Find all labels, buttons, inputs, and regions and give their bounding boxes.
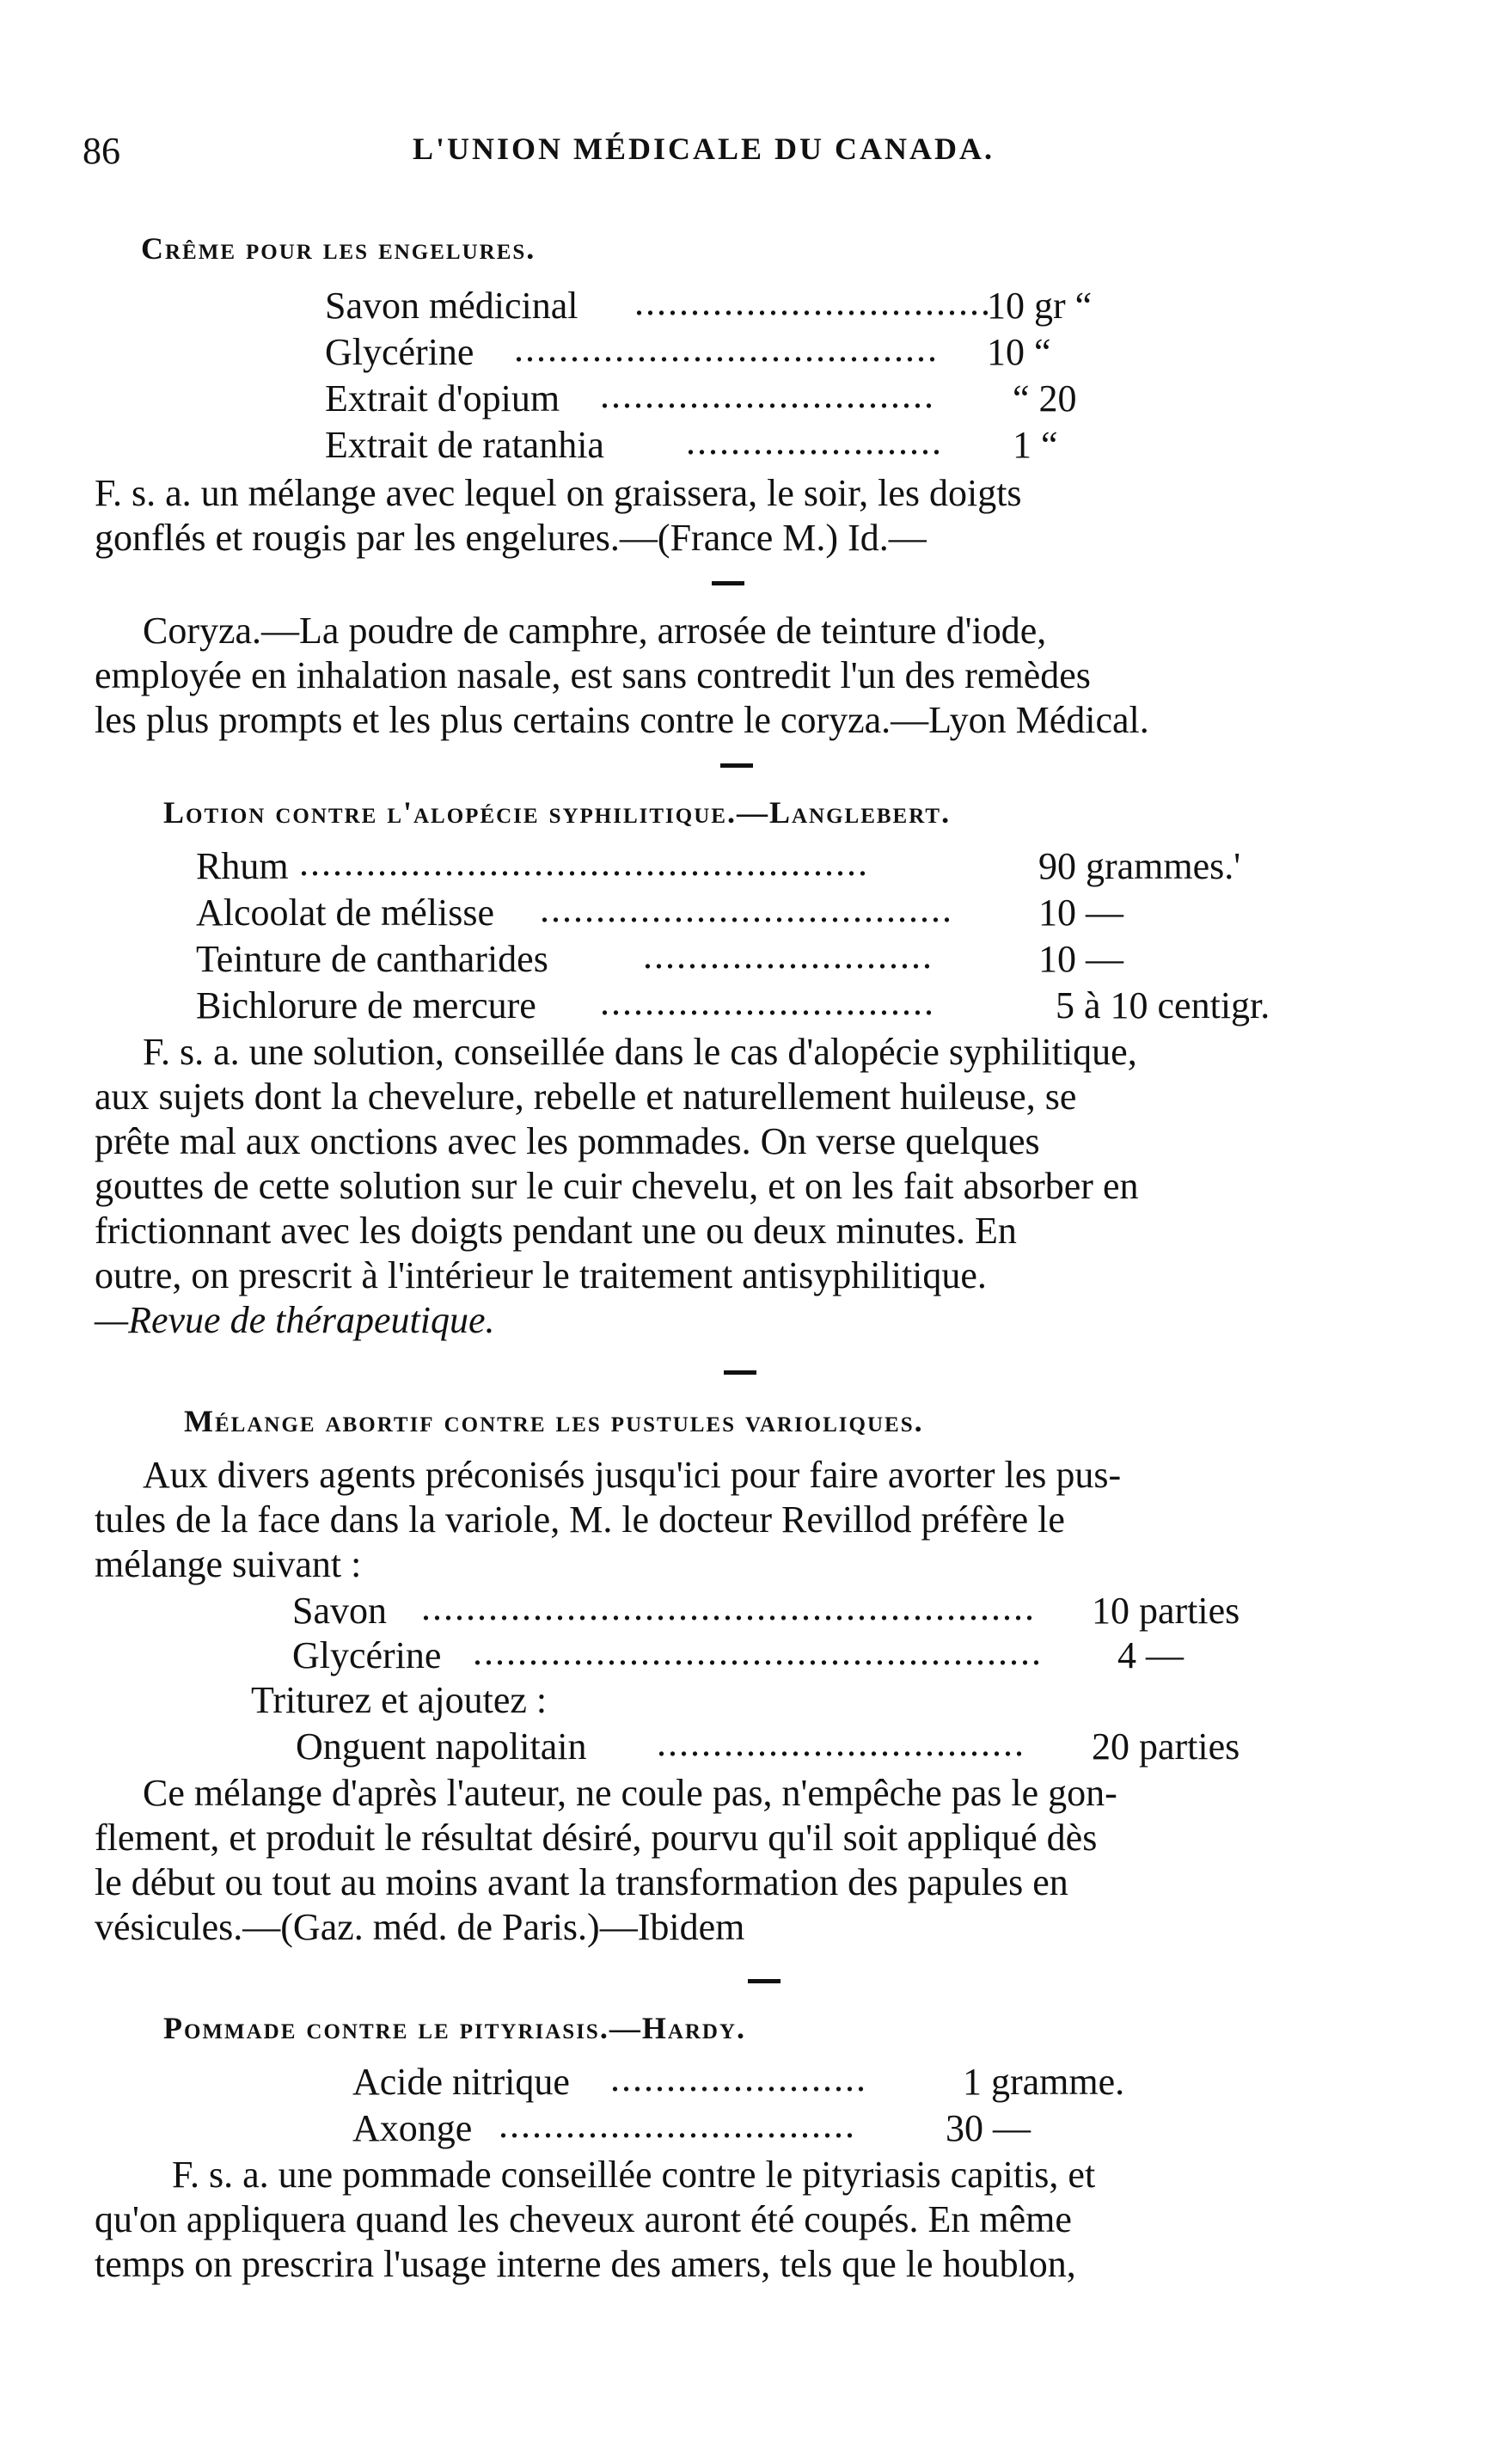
paragraph-line: F. s. a. une solution, conseillée dans le cas d'alopécie syphilitique, [143,1031,1137,1073]
paragraph-line: gouttes de cette solution sur le cuir chevelu, et on les fait absorber en [95,1165,1139,1207]
section-separator [720,763,753,768]
instruction-line: Triturez et ajoutez : [251,1679,548,1721]
paragraph-line: F. s. a. une pommade conseillée contre le pityriasis capitis, et [172,2154,1096,2196]
section-title-melange: Mélange abortif contre les pustules varioliques. [184,1404,924,1438]
paragraph-line: flement, et produit le résultat désiré, pourvu qu'il soit appliqué dès [95,1817,1098,1859]
paragraph-line: employée en inhalation nasale, est sans contredit l'un des remèdes [95,654,1091,696]
running-header: L'UNION MÉDICALE DU CANADA. [413,132,995,166]
document-page: 86 L'UNION MÉDICALE DU CANADA. Crême pour les engelures. Savon médicinal ................................ 10 gr “ Glycérine ...................................... 10 “ Extrait d'opium .............................. “ 20 Extrait de ratanhia ....................... 1 “ F. s. a. un mélange avec lequel on graissera, le soir, les doigts gonflés et rougis par les engelures.—(France M.) Id.— Coryza.—La poudre de camphre, arrosée de teinture d'iode, employée en inhalation nasale, est sans contredit l'un des remèdes les plus prompts et les plus certains contre le coryza.—Lyon Médical. Lotion contre l'alopécie syphilitique.—Langlebert. Rhum ................................................... 90 grammes.' Alcoolat de mélisse ..................................... 10 — Teinture de cantharides .......................... 10 — Bichlorure de mercure .............................. 5 à 10 centigr. F. s. a. une solution, conseillée dans le cas d'alopécie syphilitique, aux sujets dont la chevelure, rebelle et naturellement huileuse, se prête mal aux onctions avec les pommades. On verse quelques gouttes de cette solution sur le cuir chevelu, et on les fait absorber en frictionnant avec les doigts pendant une ou deux minutes. En outre, on prescrit à l'intérieur le traitement antisyphilitique. —Revue de thérapeutique. Mélange abortif contre les pustules varioliques. Aux divers agents préconisés jusqu'ici pour faire avorter les pus- tules de la face dans la variole, M. le docteur Revillod préfère le mélange suivant : Savon ....................................................... 10 parties Glycérine ................................................... 4 — Triturez et ajoutez : Onguent napolitain ................................. 20 parties Ce mélange d'après l'auteur, ne coule pas, n'empêche pas le gon- flement, et produit le résultat désiré, pourvu qu'il soit appliqué dès le début ou tout au moins avant la transformation des papules en vésicules.—(Gaz. méd. de Paris.)—Ibidem Pommade contre le pityriasis.—Hardy. Acide nitrique ....................... 1 gramme. Axonge ................................ 30 — F. s. a. une pommade conseillée contre le pityriasis capitis, et qu'on appliquera quand les cheveux auront été coupés. En même temps on prescrira l'usage interne des amers, tels que le houblon, [83,130,1270,2285]
paragraph-line: vésicules.—(Gaz. méd. de Paris.)—Ibidem [95,1906,745,1948]
paragraph-line: aux sujets dont la chevelure, rebelle et naturellement huileuse, se [95,1075,1077,1118]
section-separator [724,1370,756,1375]
paragraph-line: Coryza.—La poudre de camphre, arrosée de teinture d'iode, [143,610,1047,652]
paragraph-line: gonflés et rougis par les engelures.—(France M.) Id.— [95,517,927,559]
paragraph-line: prête mal aux onctions avec les pommades. On verse quelques [95,1120,1040,1162]
section-title-lotion: Lotion contre l'alopécie syphilitique.—Langlebert. [163,795,952,830]
paragraph-line: outre, on prescrit à l'intérieur le traitement antisyphilitique. [95,1254,987,1296]
paragraph-line: mélange suivant : [95,1543,362,1585]
citation: —Revue de thérapeutique. [95,1299,495,1341]
section-title-creme: Crême pour les engelures. [141,231,536,266]
paragraph-line: F. s. a. un mélange avec lequel on graissera, le soir, les doigts [95,472,1022,514]
paragraph-line: qu'on appliquera quand les cheveux auront été coupés. En même [95,2198,1072,2240]
section-title-pommade: Pommade contre le pityriasis.—Hardy. [163,2011,747,2045]
section-separator [712,581,744,585]
paragraph-line: le début ou tout au moins avant la transformation des papules en [95,1861,1068,1903]
section-separator [748,1979,780,1983]
paragraph-line: Aux divers agents préconisés jusqu'ici pour faire avorter les pus- [143,1454,1122,1496]
paragraph-line: Ce mélange d'après l'auteur, ne coule pas, n'empêche pas le gon- [143,1772,1117,1814]
paragraph-line: les plus prompts et les plus certains contre le coryza.—Lyon Médical. [95,699,1149,741]
paragraph-line: frictionnant avec les doigts pendant une ou deux minutes. En [95,1210,1017,1252]
paragraph-line: temps on prescrira l'usage interne des amers, tels que le houblon, [95,2243,1076,2285]
page-number: 86 [83,130,120,172]
paragraph-line: tules de la face dans la variole, M. le docteur Revillod préfère le [95,1498,1065,1541]
